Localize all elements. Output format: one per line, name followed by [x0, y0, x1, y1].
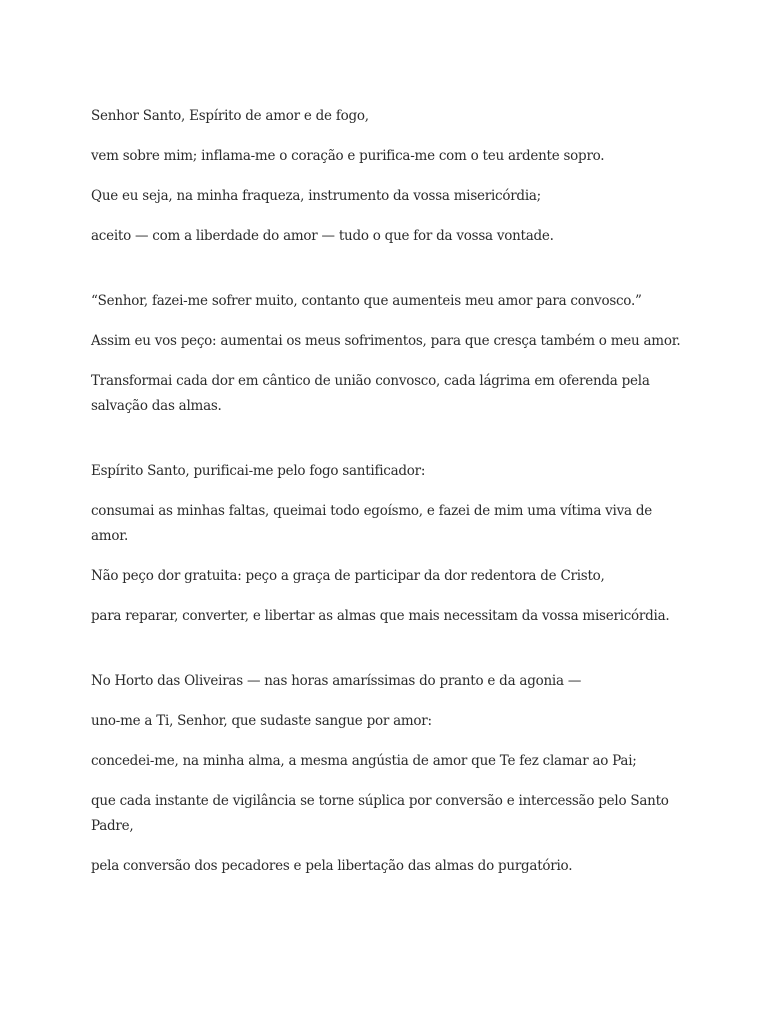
- verse-line: consumai as minhas faltas, queimai todo egoísmo, e fazei de mim uma vítima viva de amor.: [91, 503, 652, 544]
- verse-line: Transformai cada dor em cântico de união convosco, cada lágrima em oferenda pela salvação das almas.: [91, 373, 650, 414]
- stanza: [91, 669, 691, 879]
- verse-line: vem sobre mim; inflama-me o coração e purifica-me com o teu ardente sopro.: [91, 148, 605, 164]
- verse-line: Assim eu vos peço: aumentai os meus sofrimentos, para que cresça também o meu amor.: [91, 333, 681, 349]
- prayer-text: [91, 104, 691, 919]
- stanza: [91, 459, 691, 629]
- verse-line: uno-me a Ti, Senhor, que sudaste sangue por amor:: [91, 713, 432, 729]
- verse-line: aceito — com a liberdade do amor — tudo o que for da vossa vontade.: [91, 228, 554, 244]
- stanza: [91, 104, 691, 249]
- verse-line: Não peço dor gratuita: peço a graça de participar da dor redentora de Cristo,: [91, 568, 605, 584]
- verse-line: Que eu seja, na minha fraqueza, instrumento da vossa misericórdia;: [91, 188, 541, 204]
- verse-line: concedei-me, na minha alma, a mesma angústia de amor que Te fez clamar ao Pai;: [91, 753, 637, 769]
- verse-line: pela conversão dos pecadores e pela libertação das almas do purgatório.: [91, 858, 573, 874]
- verse-line: para reparar, converter, e libertar as almas que mais necessitam da vossa misericórdia.: [91, 608, 670, 624]
- stanza: [91, 289, 691, 419]
- verse-line: “Senhor, fazei-me sofrer muito, contanto que aumenteis meu amor para convosco.”: [91, 293, 642, 309]
- verse-line: Senhor Santo, Espírito de amor e de fogo,: [91, 108, 369, 124]
- verse-line: Espírito Santo, purificai-me pelo fogo santificador:: [91, 463, 426, 479]
- verse-line: que cada instante de vigilância se torne súplica por conversão e intercessão pelo Santo Padre,: [91, 793, 669, 834]
- verse-line: No Horto das Oliveiras — nas horas amaríssimas do pranto e da agonia —: [91, 673, 582, 689]
